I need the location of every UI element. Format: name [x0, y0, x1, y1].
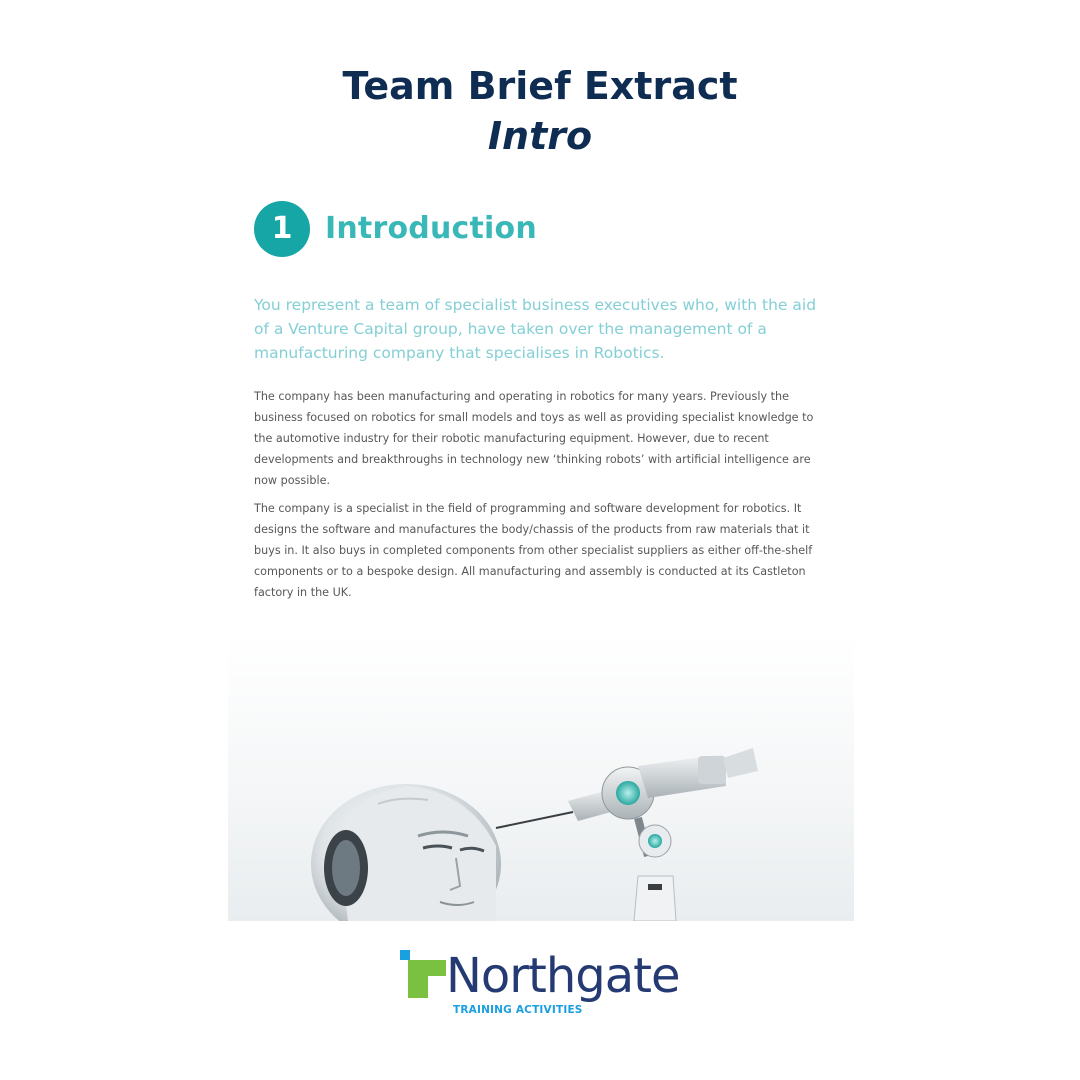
logo-tagline: TRAINING ACTIVITIES	[453, 1004, 583, 1016]
robot-illustration	[228, 636, 854, 921]
robot-head-shape	[311, 784, 501, 921]
page-title: Team Brief Extract	[342, 64, 738, 108]
northgate-logo-mark-icon	[398, 948, 450, 1000]
robot-arm-shape	[568, 748, 758, 921]
body-paragraph-1: The company has been manufacturing and operating in robotics for many years. Previously the business focused on robotics for small models and toys as well as providing specialist knowledge to the automotive industry for their robotic manufacturing equipment. However, due to recent developments and breakthroughs in technology new ‘thinking robots’ with artificial intelligence are now possible.	[254, 390, 814, 487]
northgate-logo	[398, 948, 688, 1022]
body-paragraph-2: The company is a specialist in the field of programming and software development for robotics. It designs the software and manufactures the body/chassis of the products from raw materials that it buys in. It also buys in completed components from other specialist suppliers as either off-the-shelf components or to a bespoke design. All manufacturing and assembly is conducted at its Castleton factory in the UK.	[254, 502, 813, 599]
page-subtitle: Intro	[487, 114, 593, 158]
intro-lead-paragraph: You represent a team of specialist business executives who, with the aid of a Venture Capital group, have taken over the management of a manufacturing company that specialises in Robotics.	[254, 296, 817, 362]
section-number-badge: 1	[254, 201, 310, 257]
logo-wordmark: Northgate	[446, 948, 680, 1004]
section-heading: Introduction	[325, 211, 537, 246]
